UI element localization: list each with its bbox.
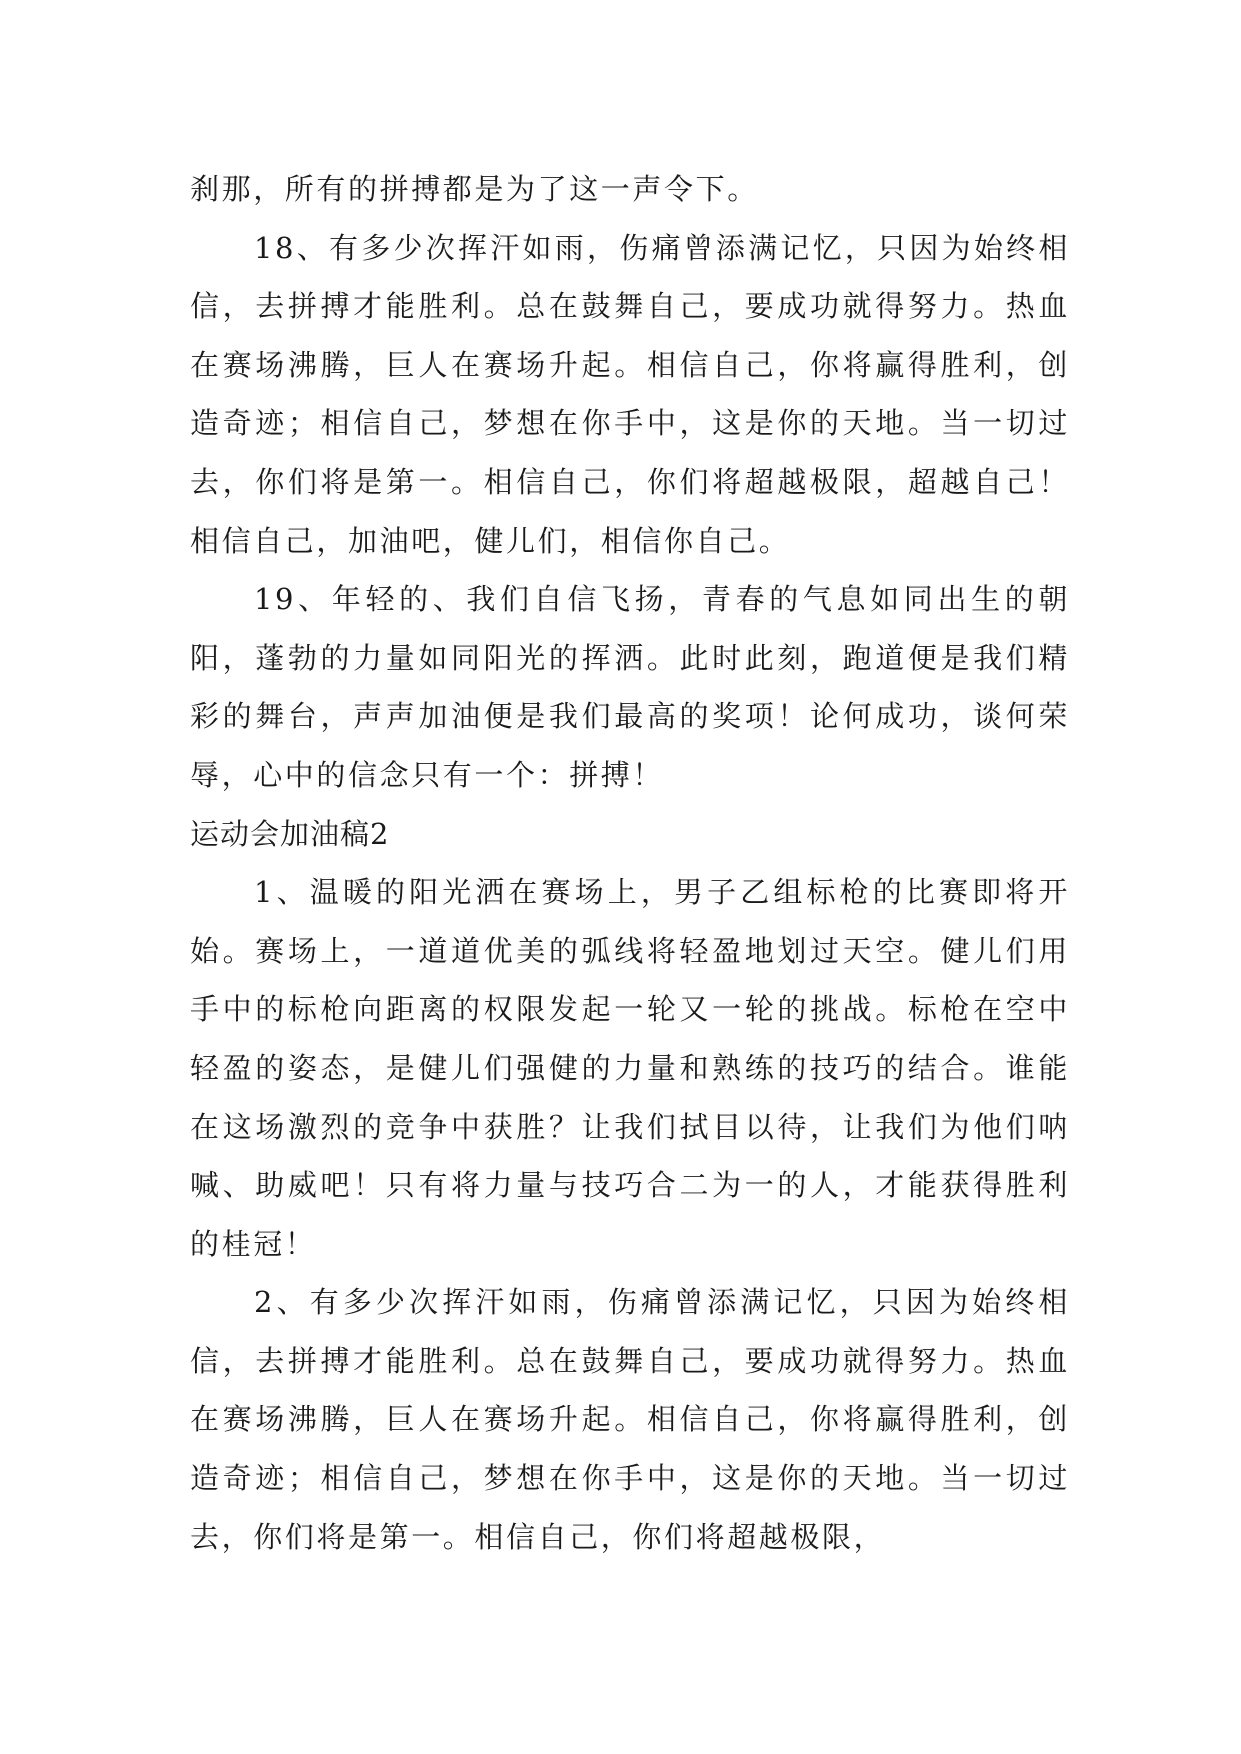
section-heading: 运动会加油稿2 — [190, 816, 390, 851]
paragraph-continuation: 刹那，所有的拼搏都是为了这一声令下。 — [190, 172, 759, 206]
paragraph-item-2: 2、有多少次挥汗如雨，伤痛曾添满记忆，只因为始终相信，去拼搏才能胜利。总在鼓舞自己，要成功就得努力。热血在赛场沸腾，巨人在赛场升起。相信自己，你将赢得胜利，创造奇迹；相信自己，梦想在你手中，这是你的天地。当一切过去，你们将是第一。相信自己，你们将超越极限， — [190, 1285, 1070, 1554]
document-body — [190, 160, 1070, 1566]
paragraph-item-1: 1、温暖的阳光洒在赛场上，男子乙组标枪的比赛即将开始。赛场上，一道道优美的弧线将轻盈地划过天空。健儿们用手中的标枪向距离的权限发起一轮又一轮的挑战。标枪在空中轻盈的姿态，是健儿们强健的力量和熟练的技巧的结合。谁能在这场激烈的竞争中获胜？让我们拭目以待，让我们为他们呐喊、助威吧！只有将力量与技巧合二为一的人，才能获得胜利的桂冠！ — [190, 875, 1070, 1261]
paragraph-item-19: 19、年轻的、我们自信飞扬，青春的气息如同出生的朝阳，蓬勃的力量如同阳光的挥洒。此时此刻，跑道便是我们精彩的舞台，声声加油便是我们最高的奖项！论何成功，谈何荣辱，心中的信念只有一个：拼搏！ — [190, 582, 1070, 792]
paragraph-item-18: 18、有多少次挥汗如雨，伤痛曾添满记忆，只因为始终相信，去拼搏才能胜利。总在鼓舞自己，要成功就得努力。热血在赛场沸腾，巨人在赛场升起。相信自己，你将赢得胜利，创造奇迹；相信自己，梦想在你手中，这是你的天地。当一切过去，你们将是第一。相信自己，你们将超越极限，超越自己！相信自己，加油吧，健儿们，相信你自己。 — [190, 230, 1070, 558]
